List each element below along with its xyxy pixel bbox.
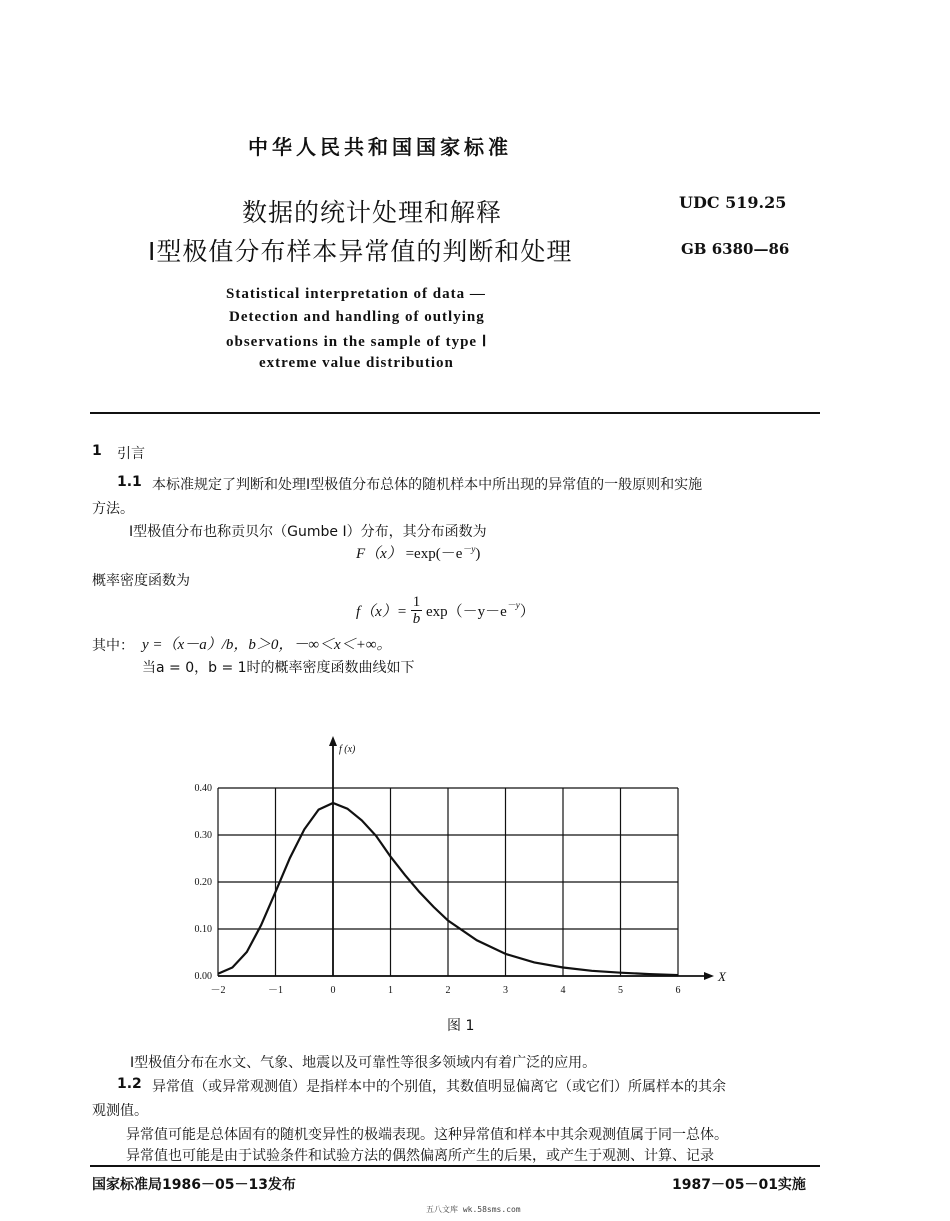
- english-title-line2: Detection and handling of outlying: [229, 309, 485, 325]
- figure-caption: 图 1: [447, 1018, 475, 1034]
- where-text: y =（x－a）/b，b＞0，－∞＜x＜+∞。: [142, 637, 392, 653]
- title-chinese-line2: Ⅰ型极值分布样本异常值的判断和处理: [148, 237, 573, 266]
- x-tick-label: 5: [618, 985, 623, 996]
- y-tick-label: 0.20: [194, 877, 212, 888]
- issue-date: 国家标准局1986－05－13发布: [92, 1177, 296, 1193]
- pdf-label: 概率密度函数为: [92, 573, 190, 589]
- x-axis-label: X: [718, 969, 726, 984]
- cdf-rhs-post: ): [475, 546, 481, 562]
- x-tick-label: 2: [445, 985, 451, 996]
- cdf-lhs: F（x）: [356, 546, 402, 562]
- effective-date: 1987－05－01实施: [672, 1177, 806, 1193]
- clause-1-2-number: 1.2: [117, 1076, 142, 1092]
- watermark-text: 五八文库 wk.58sms.com: [426, 1205, 521, 1214]
- x-tick-label: 3: [503, 985, 508, 996]
- when-text: 当a = 0，b = 1时的概率密度函数曲线如下: [142, 660, 415, 676]
- cdf-formula: [356, 542, 480, 563]
- english-title-line1: Statistical interpretation of data —: [226, 286, 486, 302]
- x-tick-label: 1: [388, 985, 393, 996]
- section-heading: 引言: [117, 446, 145, 462]
- y-tick-label: 0.00: [194, 971, 212, 982]
- y-axis-label: f (x): [339, 744, 356, 755]
- chart-axes: [218, 736, 714, 980]
- x-tick-labels: [211, 985, 681, 996]
- english-title-line4: extreme value distribution: [259, 355, 454, 371]
- x-tick-label: －2: [210, 985, 226, 996]
- x-tick-label: 4: [560, 985, 566, 996]
- y-axis-arrow: [329, 736, 337, 746]
- y-tick-label: 0.10: [194, 924, 212, 935]
- x-axis-arrow: [704, 972, 714, 980]
- clause-1-1-number: 1.1: [117, 474, 142, 490]
- udc-code: UDC 519.25: [679, 193, 787, 212]
- y-tick-label: 0.40: [194, 783, 212, 794]
- pdf-lhs: f（x）=: [356, 604, 407, 620]
- x-tick-label: 6: [675, 985, 681, 996]
- chart-grid: [218, 788, 678, 976]
- footer-divider: [90, 1165, 820, 1167]
- pdf-fraction: [411, 594, 423, 627]
- pdf-fraction-numerator: 1: [412, 594, 421, 610]
- y-tick-labels: [195, 783, 213, 982]
- x-tick-label: －1: [268, 985, 283, 996]
- cdf-exponent: －y: [462, 544, 476, 554]
- clause-1-1-text-cont: 方法。: [92, 501, 134, 517]
- section-number: 1: [92, 443, 102, 459]
- pdf-rhs-pre: exp（－y－e: [425, 604, 507, 620]
- english-title-line3: observations in the sample of type Ⅰ: [226, 334, 488, 350]
- figure-1-chart: [170, 730, 750, 1005]
- clause-1-1-text: 本标准规定了判断和处理Ⅰ型极值分布总体的随机样本中所出现的异常值的一般原则和实施: [152, 477, 703, 493]
- clause-1-2-text-cont: 观测值。: [92, 1103, 148, 1119]
- cdf-rhs-pre: =exp(－e: [405, 546, 463, 562]
- clause-1-2-text: 异常值（或异常观测值）是指样本中的个别值，其数值明显偏离它（或它们）所属样本的其余: [152, 1079, 726, 1095]
- header-divider: [90, 412, 820, 414]
- x-tick-label: 0: [330, 985, 336, 996]
- pdf-exponent: －y: [506, 599, 520, 610]
- y-tick-label: 0.30: [194, 830, 212, 841]
- error-paragraph: 异常值也可能是由于试验条件和试验方法的偶然偏离所产生的后果，或产生于观测、计算、记录: [126, 1148, 714, 1164]
- title-chinese-line1: 数据的统计处理和解释: [242, 198, 503, 227]
- national-standard-header: 中华人民共和国国家标准: [248, 135, 512, 159]
- pdf-fraction-denominator: b: [412, 611, 421, 627]
- pdf-formula: [356, 594, 535, 627]
- pdf-rhs-post: ）: [519, 604, 535, 620]
- gumbel-paragraph: Ⅰ型极值分布也称贡贝尔（Gumbe Ⅰ）分布，其分布函数为: [129, 524, 487, 540]
- where-label: 其中：: [92, 638, 134, 654]
- extreme-value-paragraph: 异常值可能是总体固有的随机变异性的极端表现。这种异常值和样本中其余观测值属于同一总体。: [126, 1127, 728, 1143]
- applications-paragraph: Ⅰ型极值分布在水文、气象、地震以及可靠性等很多领域内有着广泛的应用。: [130, 1055, 597, 1071]
- gb-number: GB 6380—86: [681, 240, 790, 258]
